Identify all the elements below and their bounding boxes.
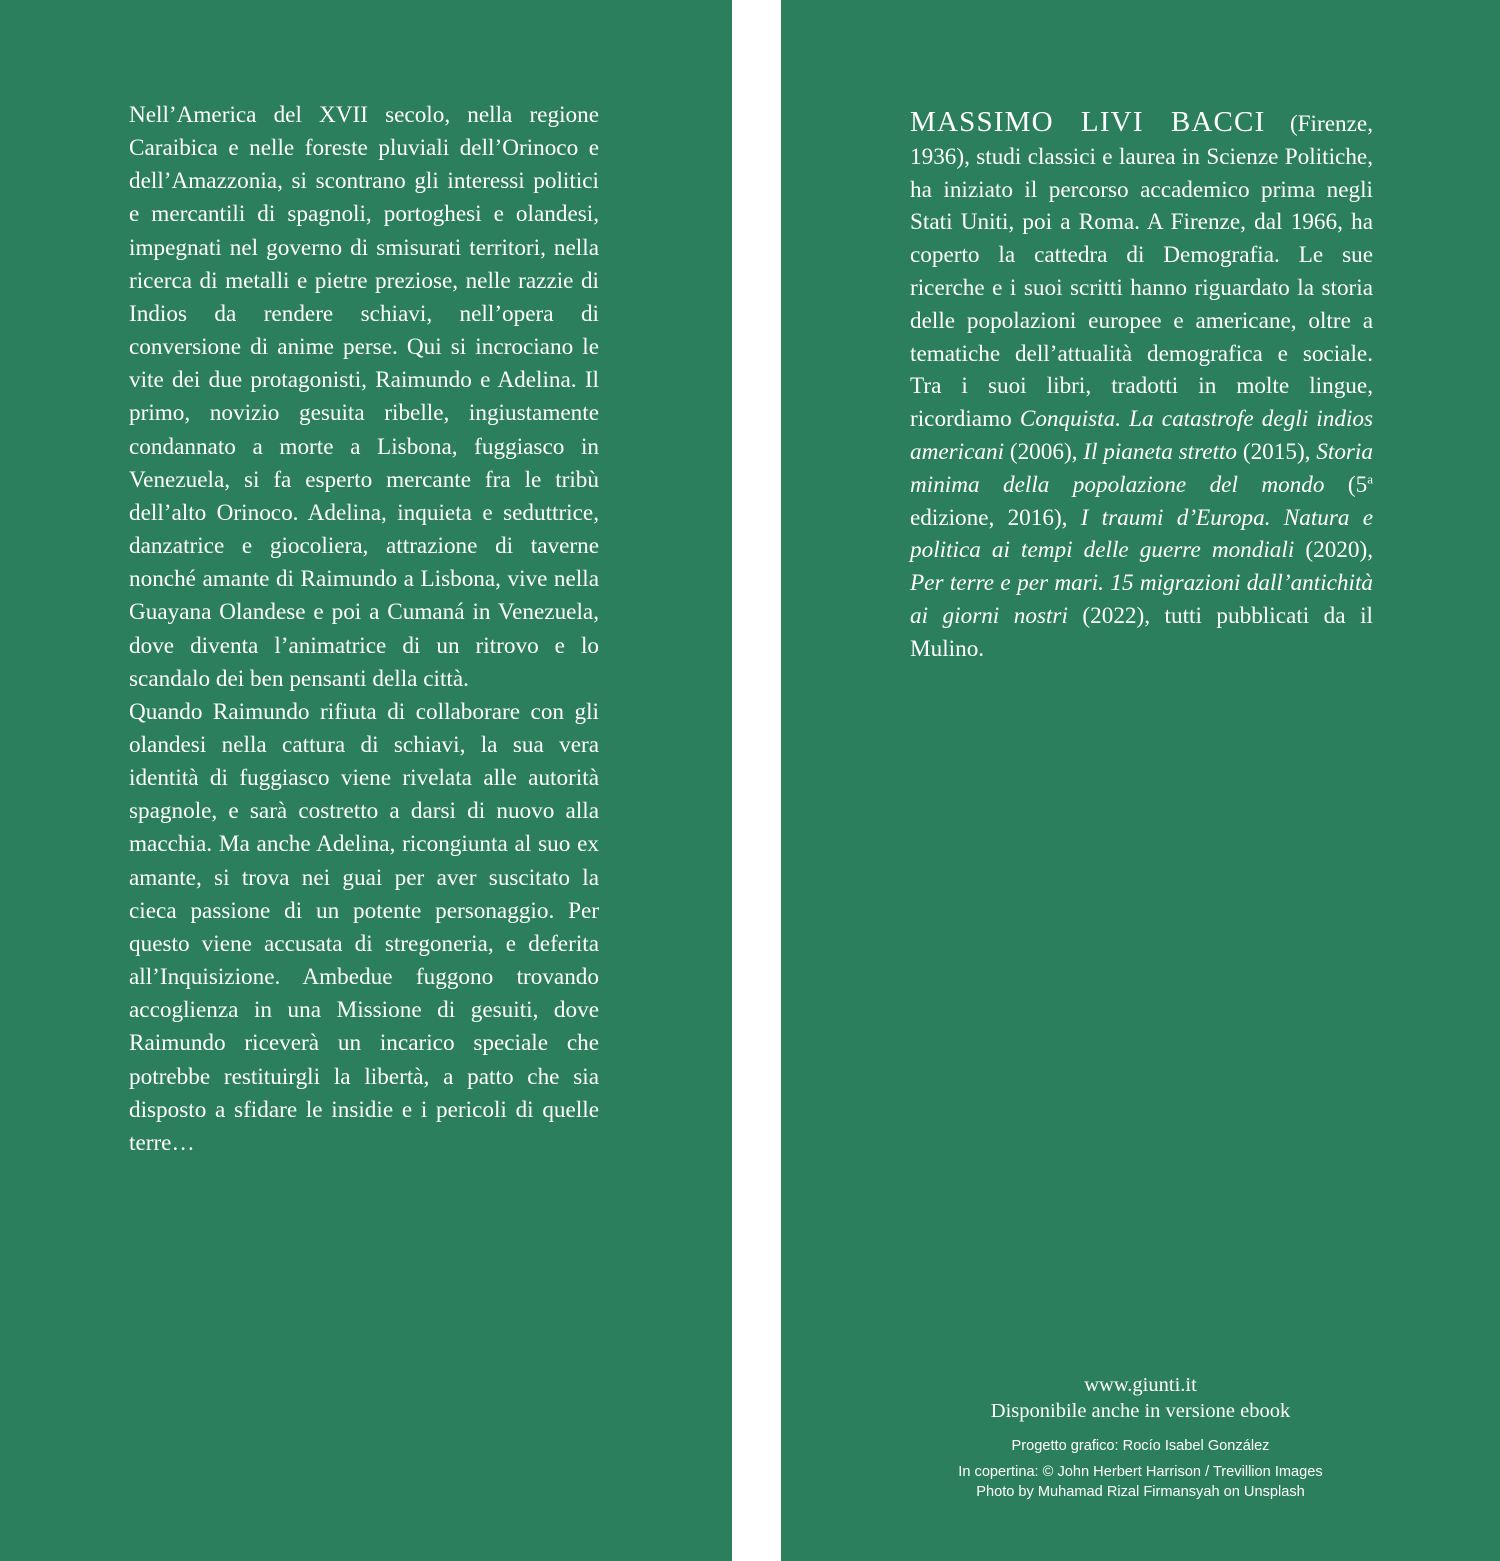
synopsis-paragraph: Nell’America del XVII secolo, nella regione Caraibica e nelle foreste pluviali dell’Orinoco e dell’Amazzonia, si scontrano gli interessi politici e mercantili di spagnoli, portoghesi e olandesi, impegnati nel governo di smisurati territori, nella ricerca di metalli e pietre preziose, nelle razzie di Indios da rendere schiavi, nell’opera di conversione di anime perse. Qui si incrociano le vite dei due protagonisti, Raimundo e Adelina. Il primo, novizio gesuita ribelle, ingiustamente condannato a morte a Lisbona, fuggiasco in Venezuela, si fa esperto mercante fra le tribù dell’alto Orinoco. Adelina, inquieta e seduttrice, danzatrice e giocoliera, attrazione di taverne nonché amante di Raimundo a Lisbona, vive nella Guayana Olandese e poi a Cumaná in Venezuela, dove diventa l’animatrice di un ritrovo e lo scandalo dei ben pensanti della città. — [129, 102, 599, 692]
photo-credit: Photo by Muhamad Rizal Firmansyah on Unsplash — [976, 1484, 1305, 1500]
bio-text-segment: (5 — [1324, 471, 1368, 498]
book-title: Per terre e per mari. 15 migrazioni dall’antichità ai giorni nostri — [910, 570, 1373, 629]
design-credit: Progetto grafico: Rocío Isabel González — [1011, 1438, 1270, 1454]
back-flap — [781, 0, 1500, 1561]
bio-text-segment: (2006), — [1004, 438, 1084, 465]
book-title: Il pianeta stretto — [1083, 438, 1238, 465]
author-bio-paragraph — [910, 106, 1373, 666]
synopsis-paragraph: Quando Raimundo rifiuta di collaborare con gli olandesi nella cattura di schiavi, la sua vera identità di fuggiasco viene rivelata alle autorità spagnole, e sarà costretto a darsi di nuovo alla macchia. Ma anche Adelina, ricongiunta al suo ex amante, si trova nei guai per aver suscitato la cieca passione di un potente personaggio. Per questo viene accusata di stregoneria, e deferita all’Inquisizione. Ambedue fuggono trovando accoglienza in una Missione di gesuiti, dove Raimundo riceverà un incarico speciale che potrebbe restituirgli la libertà, a patto che sia disposto a sfidare le insidie e i pericoli di quelle terre… — [129, 698, 599, 1156]
bio-text-segment: (Firenze, 1936), studi classici e laurea in Scienze Politiche, ha iniziato il percorso accademico prima negli Stati Uniti, poi a Roma. A Firenze, dal 1966, ha coperto la cattedra di Demografia. Le sue ricerche e i suoi scritti hanno riguardato la storia delle popolazioni europee e americane, oltre a tematiche dell’attualità demografica e sociale. Tra i suoi libri, tradotti in molte lingue, ricordiamo — [910, 111, 1373, 433]
cover-credit: In copertina: © John Herbert Harrison / Trevillion Images — [958, 1464, 1323, 1480]
synopsis-text — [129, 99, 599, 1160]
bio-text-segment: (2015), — [1237, 438, 1317, 465]
bio-text-segment: (2022), tutti pubblicati da il Mulino. — [910, 602, 1373, 662]
bio-text-segment: edizione, 2016), — [910, 504, 1081, 531]
book-title: Conquista. La catastrofe degli indios americani — [910, 406, 1373, 465]
author-bio — [910, 106, 1373, 666]
front-flap — [0, 0, 732, 1561]
author-name: MASSIMO LIVI BACCI — [910, 106, 1266, 138]
book-title: I traumi d’Europa. Natura e politica ai tempi delle guerre mondiali — [910, 504, 1374, 564]
credits — [781, 1436, 1500, 1502]
publisher-info — [781, 1372, 1500, 1424]
edition-superscript: a — [1367, 471, 1373, 487]
book-title: Storia minima della popolazione del mondo — [910, 438, 1373, 498]
bio-text-segment: (2020), — [1294, 537, 1373, 564]
ebook-note: Disponibile anche in versione ebook — [990, 1400, 1291, 1422]
publisher-website: www.giunti.it — [1084, 1374, 1197, 1396]
